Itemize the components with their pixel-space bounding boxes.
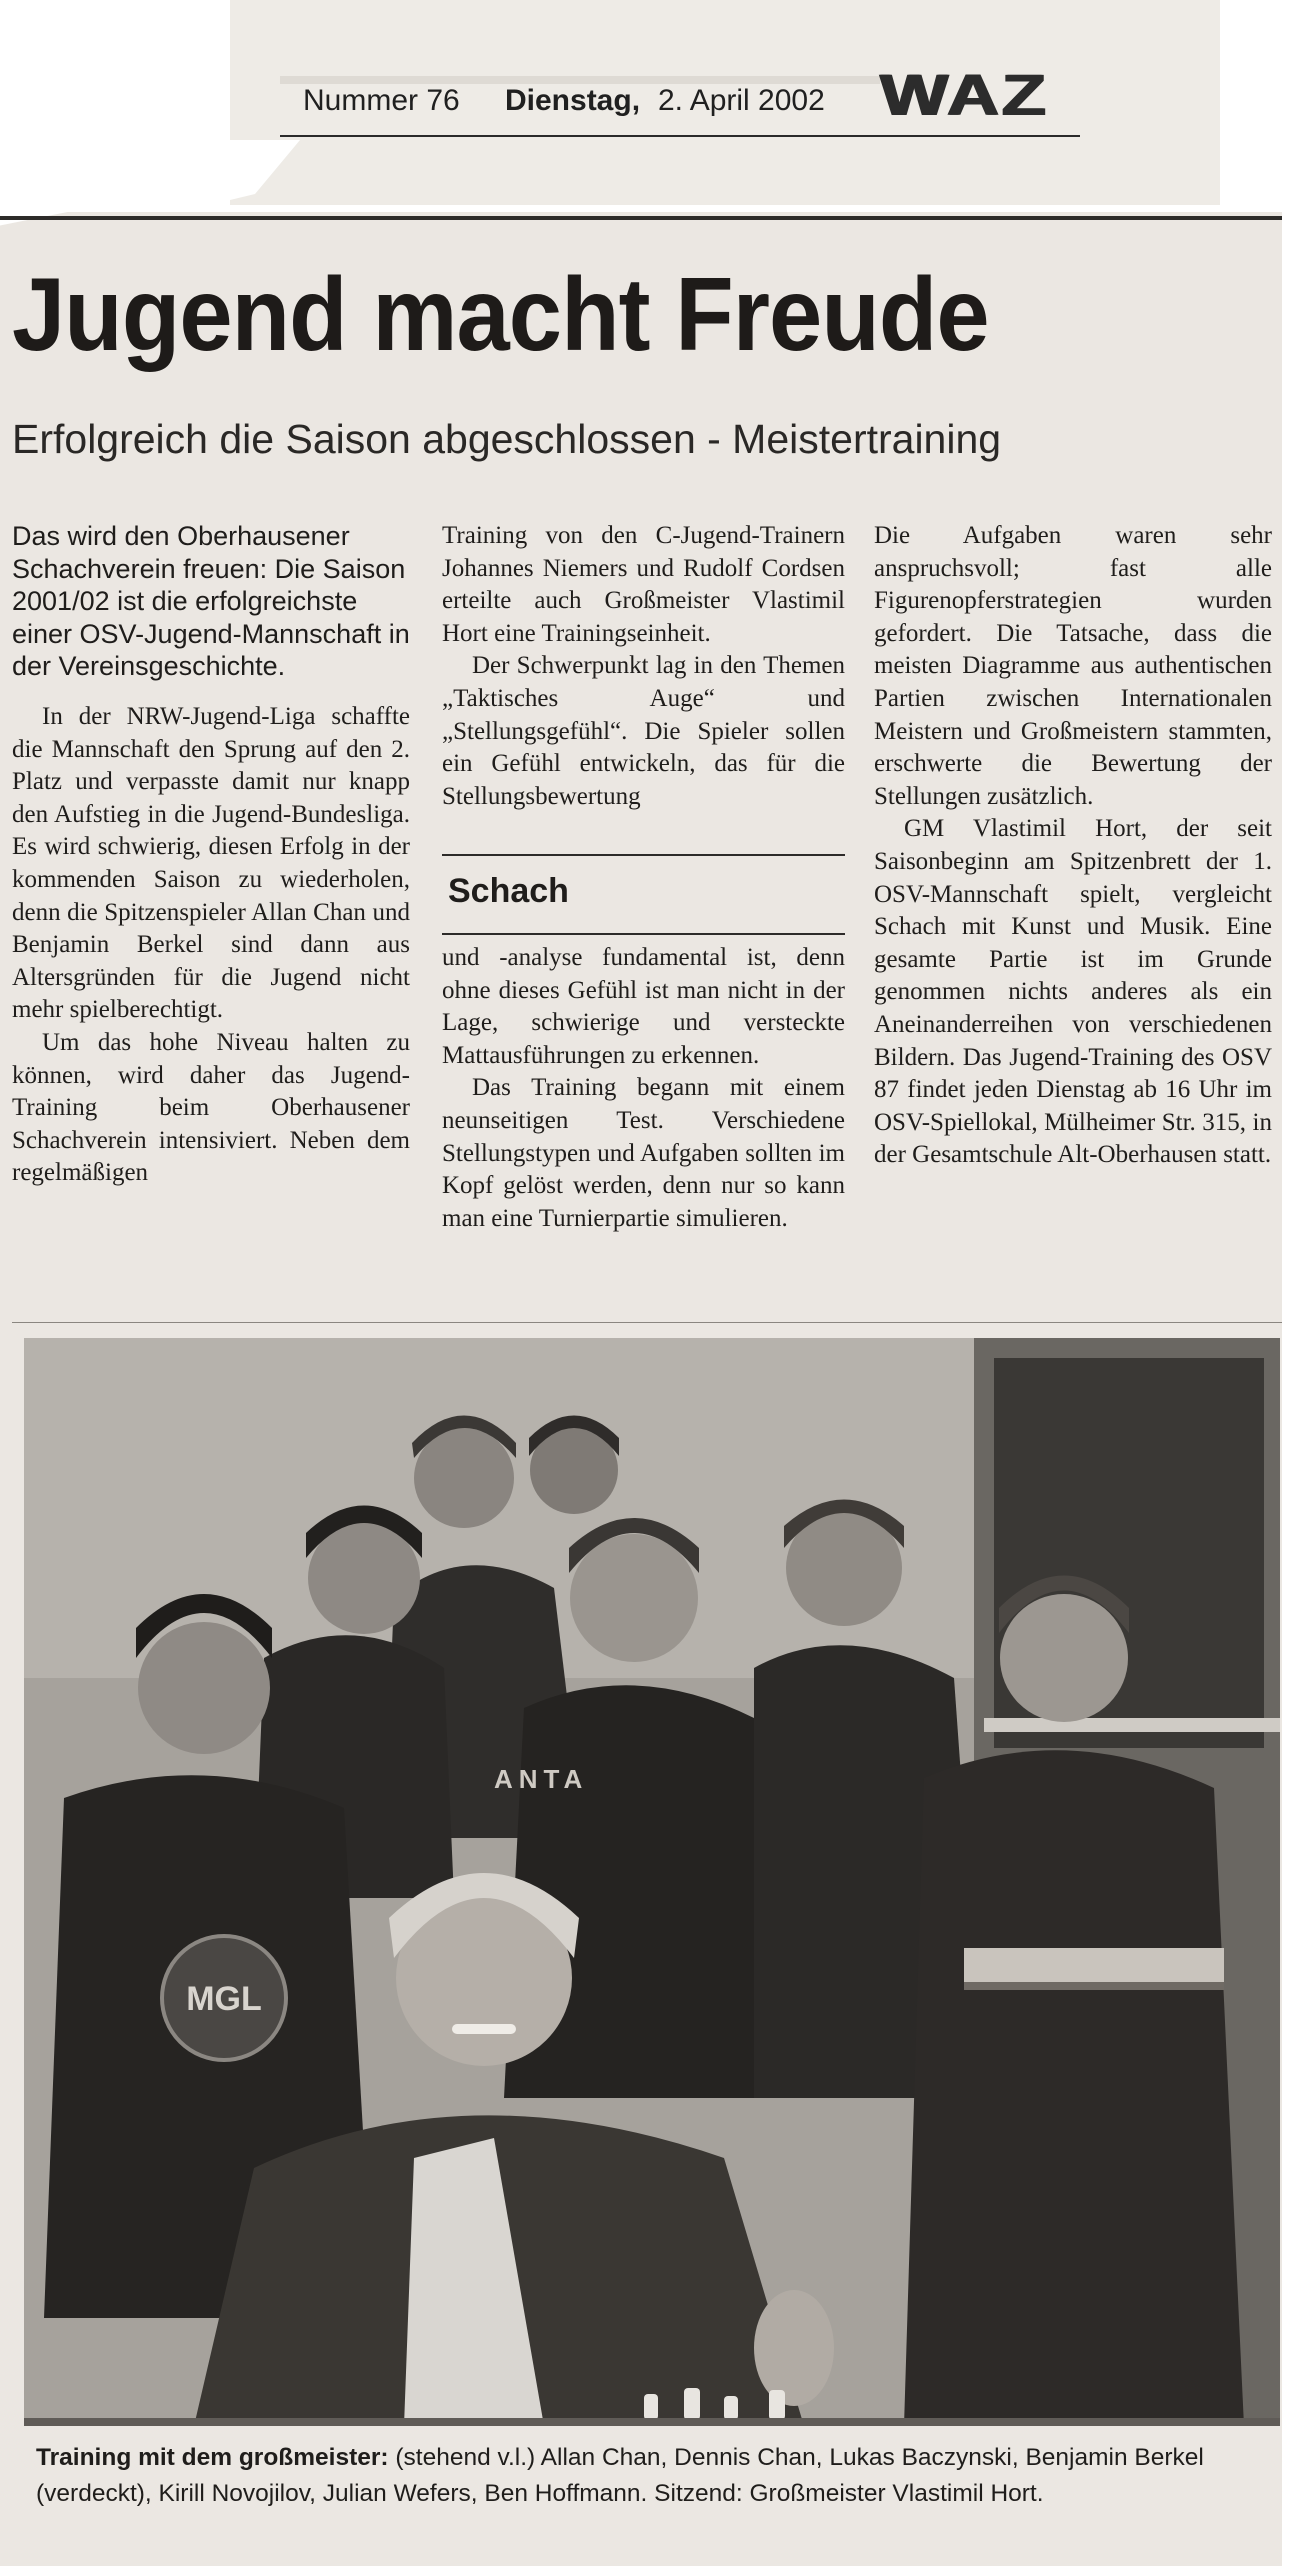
masthead-rule bbox=[280, 135, 1080, 137]
article-paragraph: Die Aufgaben waren sehr anspruchsvoll; fast alle Figurenopferstrategien wurden gefordert. Die Tatsache, dass die meisten Diagramme aus authentischen Partien zwischen Internationalen Meistern und Großmeistern stammten, erschwerte die Bewertung der Stellungen zusätzlich. bbox=[874, 522, 1272, 810]
article-paragraph: Das Training begann mit einem neunseitigen Test. Verschiedene Stellungstypen und Aufgaben sollten im Kopf gelöst werden, denn nur so kann man eine Turnierpartie simulieren. bbox=[442, 1074, 845, 1232]
article-lead: Das wird den Oberhausener Schachverein freuen: Die Saison 2001/02 ist die erfolgreichste einer OSV-Jugend-Mannschaft in der Vereinsgeschichte. bbox=[12, 521, 410, 682]
article-subheadline: Erfolgreich die Saison abgeschlossen - Meistertraining bbox=[12, 416, 1002, 462]
article-paragraph: GM Vlastimil Hort, der seit Saisonbeginn am Spitzenbrett der 1. OSV-Mannschaft spielt, vergleicht Schach mit Kunst und Musik. Eine gesamte Partie ist im Grunde genommen nichts anderes als ein Aneinanderreihen von verschiedenen Bildern. Das Jugend-Training des OSV 87 findet jeden Dienstag ab 16 Uhr im OSV-Spiellokal, Mülheimer Str. 315, in der Gesamtschule Alt-Oberhausen statt. bbox=[874, 815, 1272, 1169]
article-paragraph: Training von den C-Jugend-Trainern Johannes Niemers und Rudolf Cordsen erteilte auch Großmeister Vlastimil Hort eine Trainingseinheit. bbox=[442, 522, 845, 647]
newspaper-logo: WAZ bbox=[880, 63, 1049, 128]
article-column-2 bbox=[442, 520, 845, 813]
caption-text: (stehend v.l.) Allan Chan, Dennis Chan, Lukas Baczynski, Benjamin Berkel (verdeckt), Kirill Novojilov, Julian Wefers, Ben Hoffmann. Sitzend: Großmeister Vlastimil Hort. bbox=[36, 2444, 1204, 2507]
article-paragraph: Der Schwerpunkt lag in den Themen „Taktisches Auge“ und „Stellungsgefühl“. Die Spieler sollen ein Gefühl entwickeln, das für die Stellungsbewertung bbox=[442, 652, 845, 810]
article-column-2-continued bbox=[442, 942, 845, 1235]
shirt-print: ANTA bbox=[494, 1764, 589, 1794]
article-paragraph: Um das hohe Niveau halten zu können, wird daher das Jugend-Training beim Oberhausener Schachverein intensiviert. Neben dem regelmäßigen bbox=[12, 1028, 410, 1187]
team-photo-illustration bbox=[24, 1338, 1280, 2426]
caption-label: Training mit dem großmeister: bbox=[36, 2444, 389, 2471]
section-kicker: Schach bbox=[448, 872, 569, 910]
photo-caption bbox=[36, 2440, 1296, 2512]
masthead-ghost-text bbox=[280, 76, 880, 84]
article-paragraph: und -analyse fundamental ist, denn ohne dieses Gefühl ist man nicht in der Lage, schwierige und versteckte Mattausführungen zu erkennen. bbox=[442, 944, 845, 1069]
issue-weekday: Dienstag, bbox=[505, 84, 641, 117]
kicker-rule-top bbox=[442, 854, 845, 856]
issue-number: Nummer 76 bbox=[303, 84, 460, 117]
kicker-rule-bottom bbox=[442, 933, 845, 935]
article-headline: Jugend macht Freude bbox=[12, 257, 989, 373]
article-paragraph: In der NRW-Jugend-Liga schaffte die Mannschaft den Sprung auf den 2. Platz und verpasste damit nur knapp den Aufstieg in die Jugend-Bundesliga. Es wird schwierig, diesen Erfolg in der kommenden Saison zu wiederholen, denn die Spitzenspieler Allan Chan und Benjamin Berkel sind dann aus Altersgründen für die Jugend nicht mehr spielberechtigt. bbox=[12, 702, 410, 1024]
article-column-1 bbox=[12, 520, 410, 1190]
shirt-logo: MGL bbox=[186, 1980, 262, 2018]
article-top-rule bbox=[0, 216, 1282, 220]
photo-divider bbox=[12, 1322, 1282, 1323]
team-photo bbox=[24, 1338, 1280, 2426]
issue-date: 2. April 2002 bbox=[658, 84, 825, 117]
article-column-3 bbox=[874, 520, 1272, 1172]
